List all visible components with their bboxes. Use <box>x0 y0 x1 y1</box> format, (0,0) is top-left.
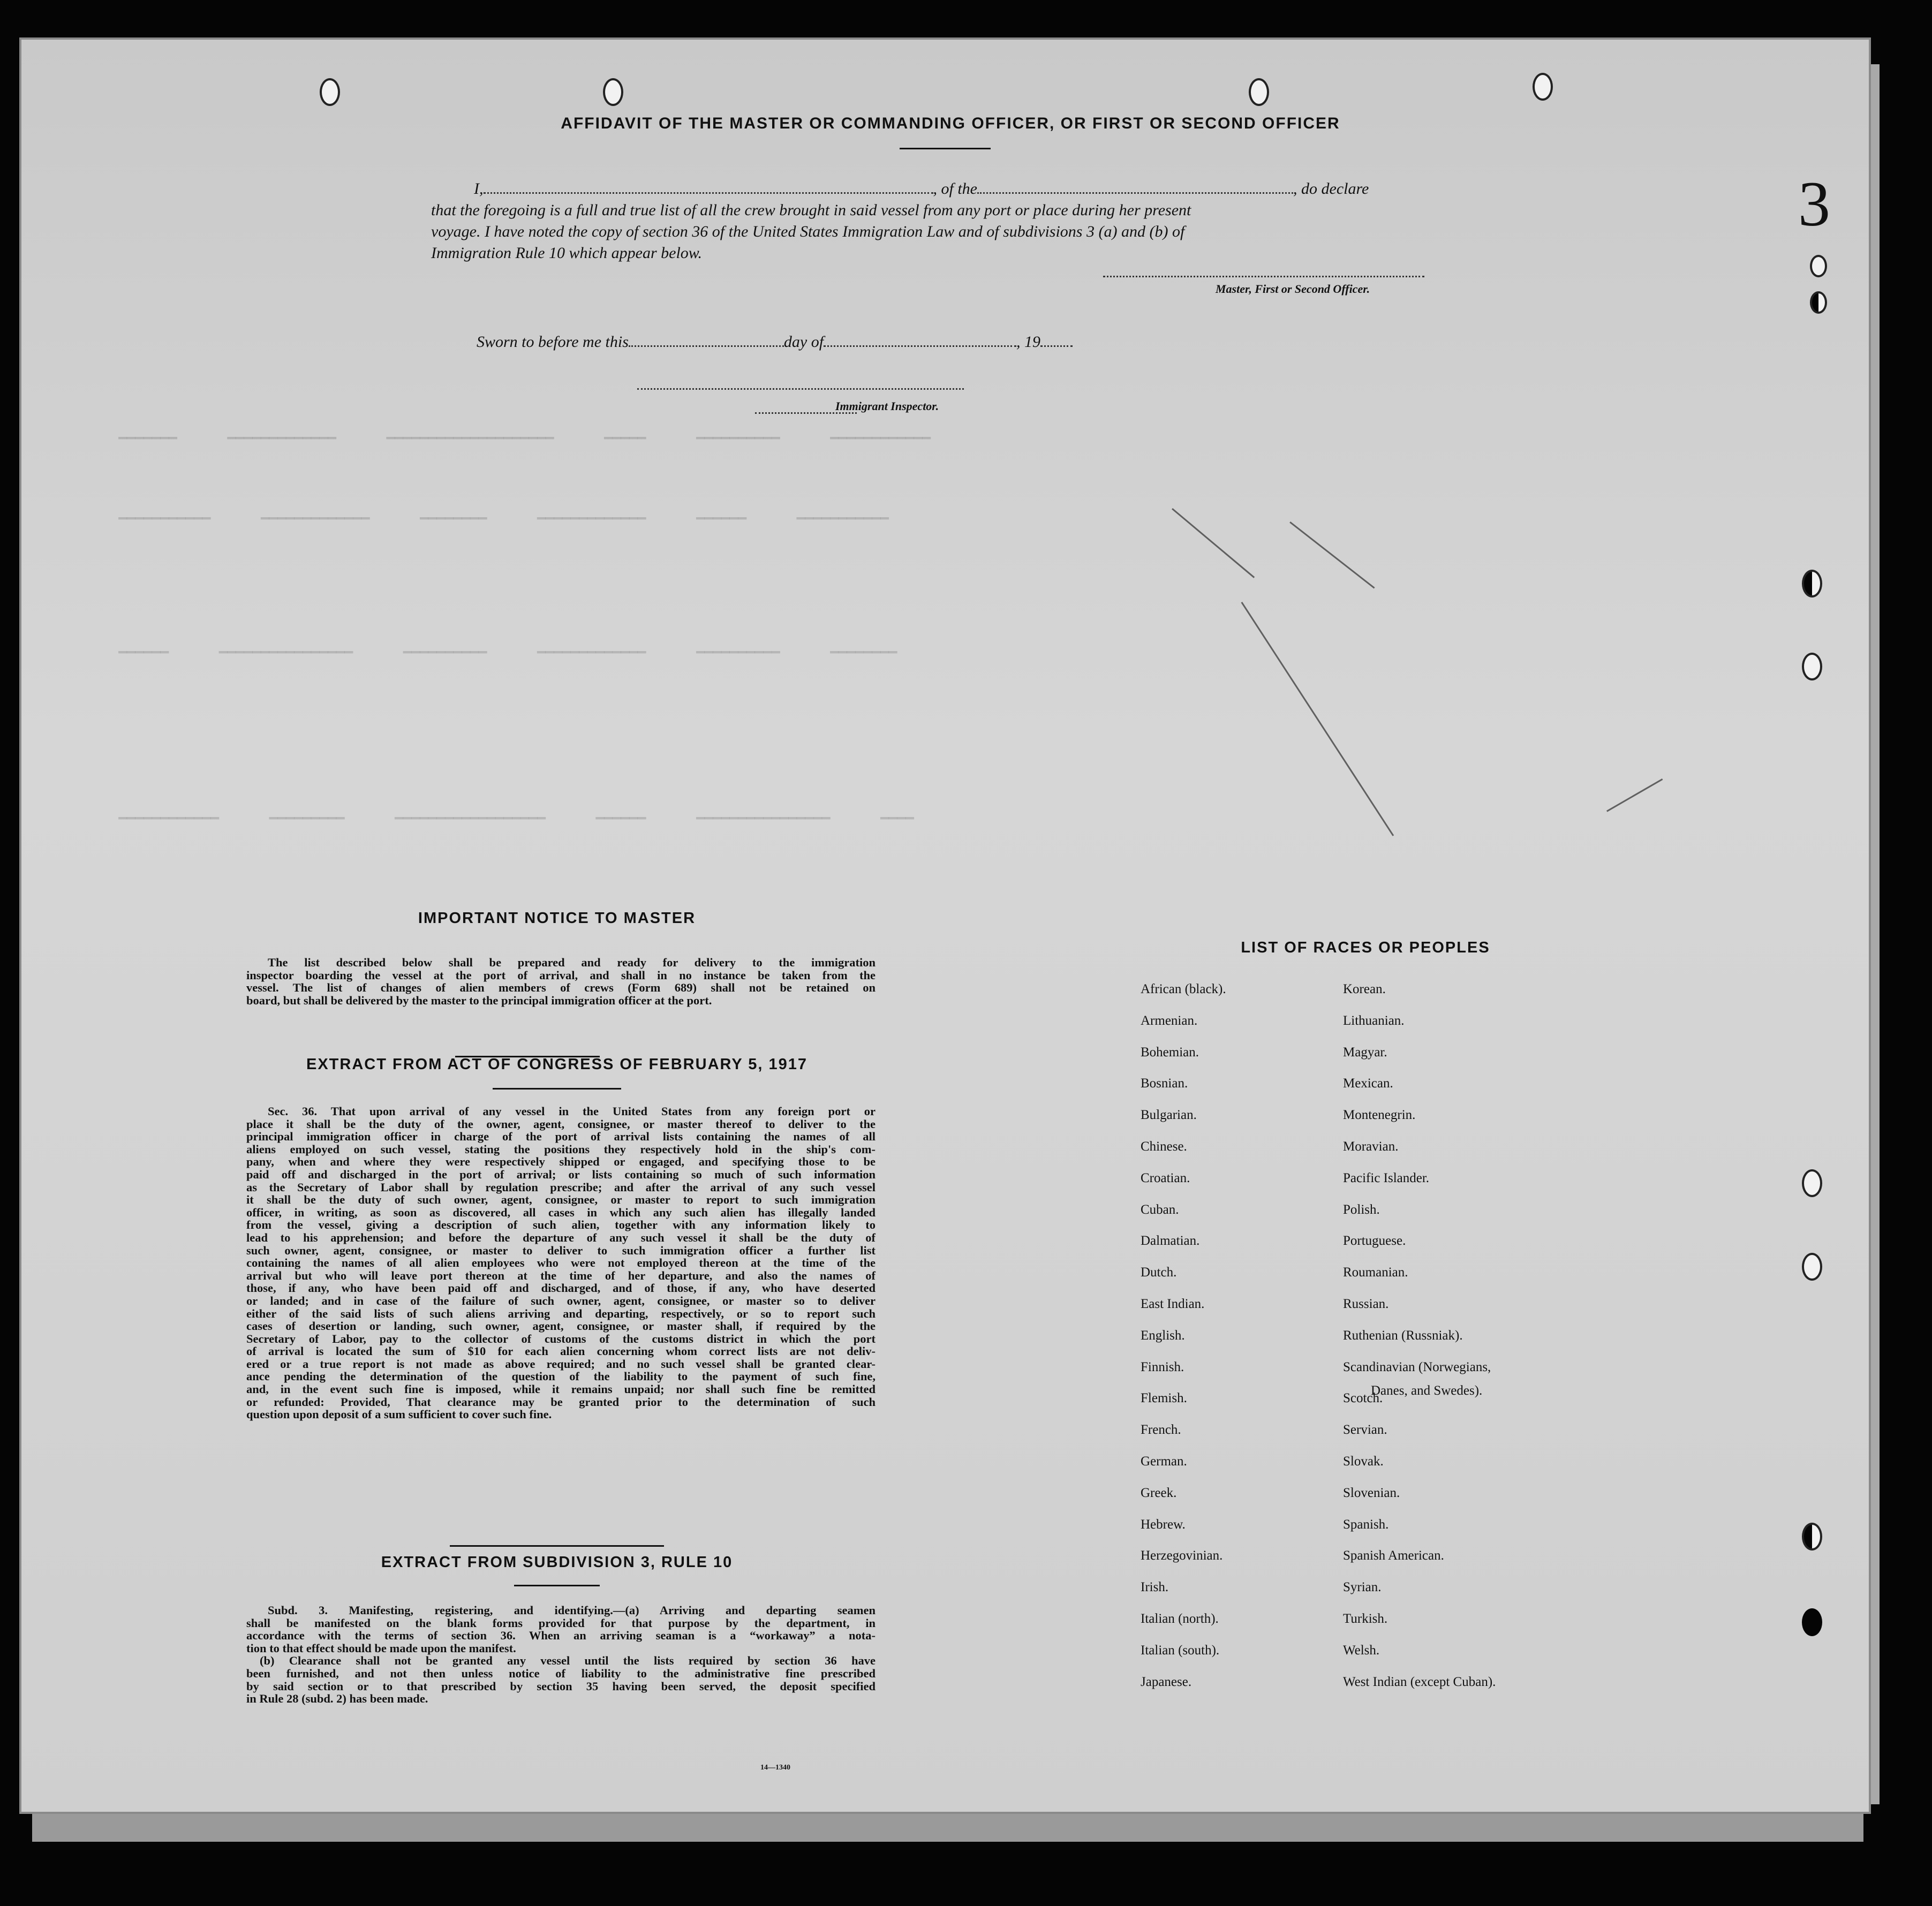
race-item: Japanese. <box>1141 1674 1192 1689</box>
punch-hole-icon <box>1802 653 1822 680</box>
affidavit-line-4: Immigration Rule 10 which appear below. <box>431 244 703 262</box>
affidavit-i: I, <box>474 180 484 198</box>
race-item: Roumanian. <box>1343 1265 1408 1280</box>
signature-label: Master, First or Second Officer. <box>1216 282 1370 296</box>
act-line: arrival but who will leave port thereon at the time of her departure, and also the names of <box>246 1268 876 1282</box>
notice-text <box>246 956 876 1007</box>
punch-hole-icon <box>603 78 623 106</box>
act-line: from the vessel, giving a description of such alien, together with any information likely to <box>246 1218 876 1232</box>
sworn-year: , 19 <box>1016 333 1041 351</box>
pencil-stroke <box>1241 602 1394 836</box>
affidavit-title-rule <box>900 148 991 149</box>
act-title: EXTRACT FROM ACT OF CONGRESS OF FEBRUARY 5, 1917 <box>306 1056 808 1073</box>
race-item: Scandinavian (Norwegians, <box>1343 1359 1491 1374</box>
race-item: Polish. <box>1343 1202 1380 1217</box>
act-line: or refunded: Provided, That clearance may be granted prior to the determination of such <box>246 1395 876 1409</box>
signature-blank <box>1103 275 1424 277</box>
rule-title-rule <box>514 1585 600 1586</box>
race-item: Slovenian. <box>1343 1485 1400 1500</box>
punch-hole-icon <box>1802 1169 1822 1197</box>
act-line: lead to his apprehension; and before the departure of any such vessel it shall be the duty of <box>246 1230 876 1244</box>
race-item: Turkish. <box>1343 1611 1388 1626</box>
race-item: Irish. <box>1141 1580 1169 1595</box>
race-item: Spanish. <box>1343 1517 1389 1532</box>
race-item: Slovak. <box>1343 1454 1384 1469</box>
race-item: Italian (south). <box>1141 1643 1220 1658</box>
act-line: place it shall be the duty of the owner, agent, consignee, or master thereof to deliver to the <box>246 1117 876 1131</box>
act-line: question upon deposit of a sum sufficient to cover such fine. <box>246 1408 552 1421</box>
race-item: Magyar. <box>1343 1045 1387 1060</box>
race-item: Spanish American. <box>1343 1548 1444 1563</box>
underlying-page-edge <box>32 1810 1863 1842</box>
race-item: Croatian. <box>1141 1170 1190 1185</box>
act-line: as the Secretary of Labor shall by regulation prescribe; and after the arrival of any such vessel <box>246 1180 876 1194</box>
race-item: Syrian. <box>1343 1580 1382 1595</box>
right-page-edge <box>1869 64 1880 1804</box>
race-item: Ruthenian (Russniak). <box>1343 1328 1463 1343</box>
sworn-text: Sworn to before me this <box>477 333 629 351</box>
race-item: Lithuanian. <box>1343 1013 1405 1028</box>
act-line: it shall be the duty of such owner, agent, consignee, or master to report to such immigration <box>246 1193 876 1207</box>
punch-hole-icon <box>1810 255 1827 277</box>
pencil-stroke <box>1606 778 1663 812</box>
day-blank <box>629 345 784 347</box>
manifest-page <box>21 40 1869 1812</box>
bleed-through-text: ━━━━━━ ━━━━━━━━━━━━━━━━ ━━━━━━━━━━ ━━━━━━━━━━━━━ ━━━━━━━━━━ ━━━━━━━━ <box>102 645 897 661</box>
act-line: ered or a true report is not made as above required; and no such vessel shall be granted clear- <box>246 1357 876 1371</box>
rule-line: accordance with the terms of section 36. When an arriving seaman is a “workaway” a nota- <box>246 1629 876 1643</box>
notice-line: The list described below shall be prepared and ready for delivery to the immigration <box>268 956 876 969</box>
act-line: containing the names of all alien employees who were not employed thereon at the time of the <box>246 1256 876 1270</box>
race-item: Bosnian. <box>1141 1076 1188 1091</box>
punch-hole-icon <box>1802 570 1822 597</box>
act-line: Sec. 36. That upon arrival of any vessel in the United States from any foreign port or <box>268 1105 876 1118</box>
race-item: Dutch. <box>1141 1265 1177 1280</box>
bleed-through-text: ━━━━━━━ ━━━━━━━━━━━━━ ━━━━━━━━━━━━━━━━━━━━ ━━━━━ ━━━━━━━━━━ ━━━━━━━━━━━━ <box>102 431 931 447</box>
race-item: Pacific Islander. <box>1343 1170 1430 1185</box>
notice-line: board, but shall be delivered by the master to the principal immigration officer at the port. <box>246 993 712 1007</box>
punch-hole-icon <box>320 78 340 106</box>
race-item: Russian. <box>1343 1296 1389 1311</box>
races-left-column <box>1141 982 1226 1706</box>
notice-line: inspector boarding the vessel at the port of arrival, and shall in no instance be taken from the <box>246 968 876 982</box>
act-line: Secretary of Labor, pay to the collector of customs of the customs district in which the port <box>246 1332 876 1345</box>
races-right-column <box>1343 982 1496 1706</box>
race-item: Cuban. <box>1141 1202 1179 1217</box>
race-item: African (black). <box>1141 982 1226 996</box>
sworn-line <box>477 333 1073 351</box>
race-item: Hebrew. <box>1141 1517 1186 1532</box>
act-line: those, if any, who have been paid off and discharged, and of those, if any, who have deserted <box>246 1281 876 1295</box>
race-item: Bulgarian. <box>1141 1108 1197 1123</box>
affidavit-line-2: that the foregoing is a full and true list of all the crew brought in said vessel from any port or place during her present <box>431 201 1191 219</box>
vessel-blank <box>977 192 1293 194</box>
race-item: Greek. <box>1141 1485 1177 1500</box>
act-line: principal immigration officer in charge of the port of arrival lists containing the names of all <box>246 1130 876 1144</box>
act-line: either of the said lists of such aliens arriving and departing, respectively, or so to report such <box>246 1306 876 1320</box>
races-title: LIST OF RACES OR PEOPLES <box>1241 939 1490 956</box>
race-item: Welsh. <box>1343 1643 1380 1658</box>
act-line: cases of desertion or landing, such owner, agent, consignee, or master shall, if required by the <box>246 1319 876 1333</box>
punch-hole-icon <box>1249 78 1269 106</box>
inspector-label: Immigrant Inspector. <box>835 399 939 413</box>
punch-hole-icon <box>1810 291 1827 314</box>
rule-line: (b) Clearance shall not be granted any vessel until the lists required by section 36 have <box>260 1654 876 1668</box>
race-item: Korean. <box>1343 982 1386 996</box>
race-item: English. <box>1141 1328 1185 1343</box>
race-item: East Indian. <box>1141 1296 1205 1311</box>
race-item: Flemish. <box>1141 1391 1187 1406</box>
rule-line: by said section or to that prescribed by section 35 having been served, the deposit specified <box>246 1679 876 1693</box>
race-item: Montenegrin. <box>1343 1108 1416 1123</box>
act-line: of arrival is located the sum of $10 for each alien concerning whom correct lists are not deliv- <box>246 1344 876 1358</box>
punch-hole-icon <box>1533 73 1553 101</box>
act-text <box>246 1105 876 1421</box>
act-line: pany, when and where they were respectively shipped or engaged, and specifying those to be <box>246 1155 876 1169</box>
race-item: Portuguese. <box>1343 1234 1406 1249</box>
race-item: Finnish. <box>1141 1359 1184 1374</box>
act-line: such owner, agent, consignee, or master to deliver to such immigration officer a further list <box>246 1243 876 1257</box>
margin-mark: 3 <box>1798 168 1830 239</box>
form-number: 14—1340 <box>760 1764 790 1772</box>
affidavit-declare: , do declare <box>1293 180 1369 198</box>
race-item: German. <box>1141 1454 1187 1469</box>
rule-line: been furnished, and not then unless notice of liability to the administrative fine prescribed <box>246 1666 876 1680</box>
act-line: and, in the event such fine is imposed, while it remains unpaid; nor shall such fine be remitted <box>246 1382 876 1396</box>
act-line: ance pending the determination of the question of the liability to the payment of such fine, <box>246 1370 876 1383</box>
pencil-stroke <box>1172 508 1255 578</box>
race-item: West Indian (except Cuban). <box>1343 1674 1496 1689</box>
bleed-through-text: ━━━━━━━━━━━ ━━━━━━━━━━━━━ ━━━━━━━━ ━━━━━━━━━━━━━ ━━━━━━ ━━━━━━━━━━━ <box>102 511 889 527</box>
race-item: Armenian. <box>1141 1013 1198 1028</box>
race-item: Scotch. <box>1343 1391 1383 1406</box>
affidavit-line-3: voyage. I have noted the copy of section 36 of the United States Immigration Law and of subdivisions 3 (a) and (b) of <box>431 223 1185 240</box>
race-item: Moravian. <box>1343 1139 1399 1154</box>
act-divider <box>450 1545 664 1547</box>
affidavit-line-1 <box>474 180 1369 198</box>
bleed-through-text: ━━━━━━━━━━━━ ━━━━━━━━━ ━━━━━━━━━━━━━━━━━━ ━━━━━━ ━━━━━━━━━━━━━━━━ ━━━━ <box>102 811 914 827</box>
race-item: French. <box>1141 1423 1181 1438</box>
race-item: Dalmatian. <box>1141 1234 1200 1249</box>
rule-text <box>246 1604 876 1705</box>
race-item: Italian (north). <box>1141 1611 1219 1626</box>
rule-title: EXTRACT FROM SUBDIVISION 3, RULE 10 <box>381 1554 733 1571</box>
race-item: Bohemian. <box>1141 1045 1199 1060</box>
race-item: Mexican. <box>1343 1076 1393 1091</box>
rule-line: Subd. 3. Manifesting, registering, and identifying.—(a) Arriving and departing seamen <box>268 1604 876 1617</box>
pencil-stroke <box>1289 521 1375 588</box>
punch-hole-icon <box>1802 1608 1822 1636</box>
races-continuation: Danes, and Swedes). <box>1371 1383 1483 1398</box>
rule-line: in Rule 28 (subd. 2) has been made. <box>246 1692 428 1706</box>
race-item: Servian. <box>1343 1423 1387 1438</box>
inspector-signature-blank <box>637 388 964 390</box>
act-line: officer, in writing, as soon as discovered, all cases in which any such alien has illegally landed <box>246 1205 876 1219</box>
rule-line: tion to that effect should be made upon the manifest. <box>246 1641 516 1655</box>
notice-line: vessel. The list of changes of alien members of crews (Form 689) shall not be retained on <box>246 981 876 995</box>
rule-line: shall be manifested on the blank forms provided for that purpose by the department, in <box>246 1616 876 1630</box>
sworn-day-of: day of <box>783 333 824 351</box>
punch-hole-icon <box>1802 1253 1822 1281</box>
year-blank <box>1040 345 1073 347</box>
punch-hole-icon <box>1802 1523 1822 1550</box>
act-title-rule <box>493 1088 621 1090</box>
race-item: Chinese. <box>1141 1139 1187 1154</box>
act-line: or landed; and in case of the failure of such owner, agent, consignee, or master so to deliver <box>246 1294 876 1307</box>
month-blank <box>824 345 1016 347</box>
act-line: paid off and discharged in the port of arrival; or lists containing so much of such information <box>246 1167 876 1181</box>
notice-title: IMPORTANT NOTICE TO MASTER <box>418 910 696 927</box>
name-blank <box>484 192 933 194</box>
race-item: Herzegovinian. <box>1141 1548 1223 1563</box>
act-line: aliens employed on such vessel, stating the positions they respectively hold in the ship's com- <box>246 1142 876 1156</box>
affidavit-of-the: , of the <box>933 180 977 198</box>
affidavit-title: AFFIDAVIT OF THE MASTER OR COMMANDING OFFICER, OR FIRST OR SECOND OFFICER <box>561 115 1340 132</box>
